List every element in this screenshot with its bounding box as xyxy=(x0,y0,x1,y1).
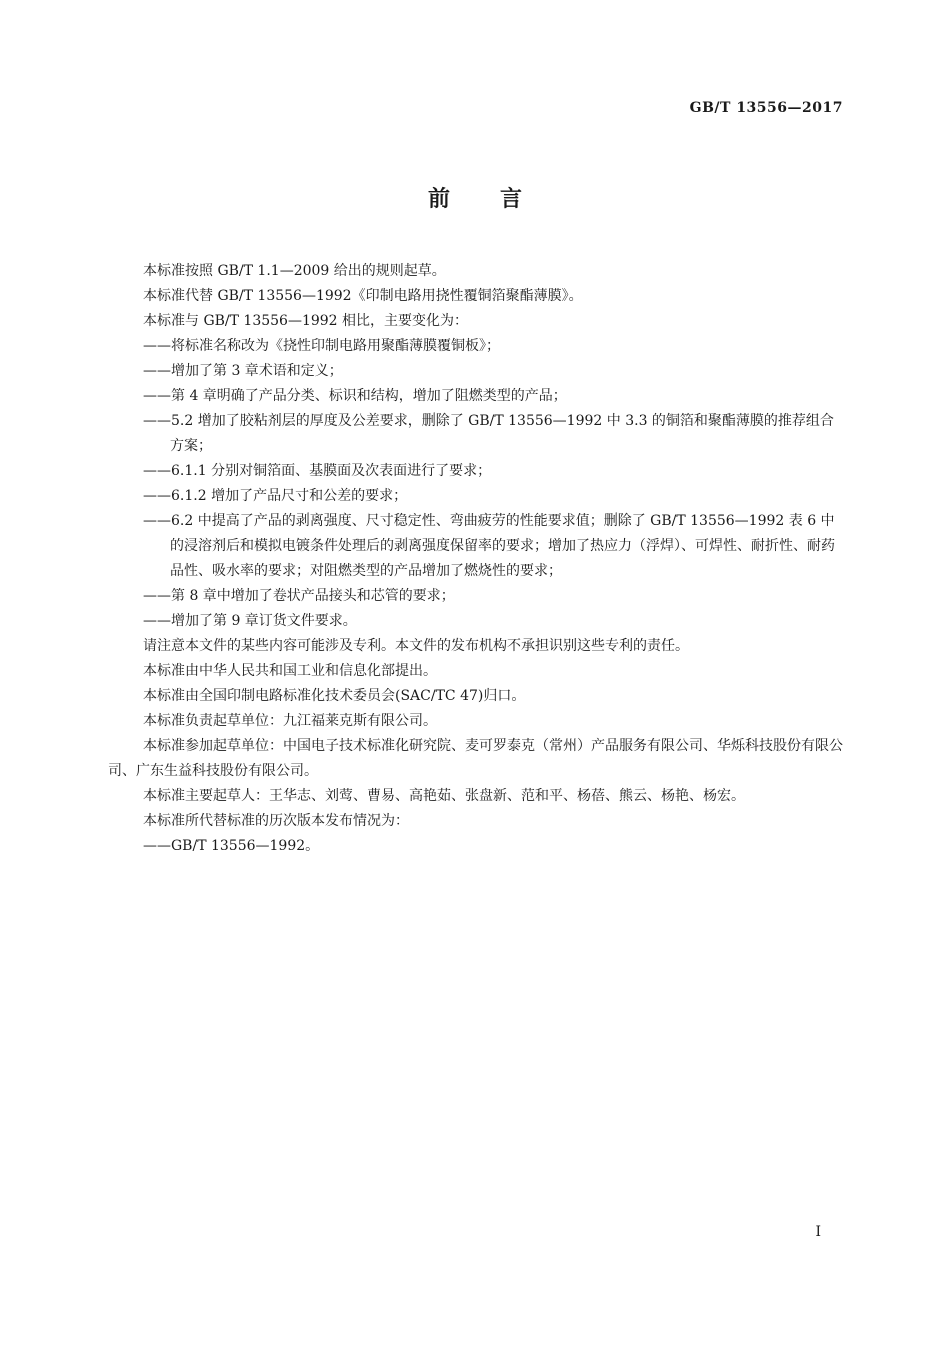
paragraph: 本标准参加起草单位：中国电子技术标准化研究院、麦可罗泰克（常州）产品服务有限公司、华烁科技股份有限公司、广东生益科技股份有限公司。 xyxy=(108,738,843,779)
paragraph: 本标准主要起草人：王华志、刘莺、曹易、高艳茹、张盘新、范和平、杨蓓、熊云、杨艳、杨宏。 xyxy=(143,788,745,804)
page-title xyxy=(0,182,950,213)
title-char-1: 前 xyxy=(427,187,450,212)
paragraph: 本标准按照 GB/T 1.1—2009 给出的规则起草。 xyxy=(143,263,446,279)
dash-item: ——6.2 中提高了产品的剥离强度、尺寸稳定性、弯曲疲劳的性能要求值；删除了 GB/T 13556—1992 表 6 中的浸溶剂后和模拟电镀条件处理后的剥离强度保留率的要求；增加了热应力（浮焊）、可焊性、耐折性、耐药品性、吸水率的要求；对阻燃类型的产品增加了燃烧性的要求； xyxy=(143,513,835,579)
dash-item: ——第 4 章明确了产品分类、标识和结构，增加了阻燃类型的产品； xyxy=(143,388,567,404)
dash-item: ——6.1.2 增加了产品尺寸和公差的要求； xyxy=(143,488,408,504)
paragraph: 本标准由中华人民共和国工业和信息化部提出。 xyxy=(143,663,437,679)
paragraph: 本标准代替 GB/T 13556—1992《印制电路用挠性覆铜箔聚酯薄膜》。 xyxy=(143,288,583,304)
paragraph: 请注意本文件的某些内容可能涉及专利。本文件的发布机构不承担识别这些专利的责任。 xyxy=(143,638,689,654)
dash-item: ——第 8 章中增加了卷状产品接头和芯管的要求； xyxy=(143,588,455,604)
paragraph: 本标准由全国印制电路标准化技术委员会(SAC/TC 47)归口。 xyxy=(143,688,526,704)
dash-item: ——将标准名称改为《挠性印制电路用聚酯薄膜覆铜板》； xyxy=(143,338,500,354)
paragraph: 本标准与 GB/T 13556—1992 相比，主要变化为： xyxy=(143,313,469,329)
paragraph: 本标准所代替标准的历次版本发布情况为： xyxy=(143,813,409,829)
dash-item: ——5.2 增加了胶粘剂层的厚度及公差要求，删除了 GB/T 13556—1992 中 3.3 的铜箔和聚酯薄膜的推荐组合方案； xyxy=(143,413,834,454)
paragraph: 本标准负责起草单位：九江福莱克斯有限公司。 xyxy=(143,713,437,729)
page-number: I xyxy=(815,1224,821,1240)
dash-item: ——6.1.1 分别对铜箔面、基膜面及次表面进行了要求； xyxy=(143,463,492,479)
dash-item: ——增加了第 9 章订货文件要求。 xyxy=(143,613,357,629)
standard-code: GB/T 13556—2017 xyxy=(689,100,843,116)
foreword-body xyxy=(108,259,843,859)
dash-item: ——GB/T 13556—1992。 xyxy=(143,838,320,854)
title-char-2: 言 xyxy=(500,187,523,212)
dash-item: ——增加了第 3 章术语和定义； xyxy=(143,363,343,379)
